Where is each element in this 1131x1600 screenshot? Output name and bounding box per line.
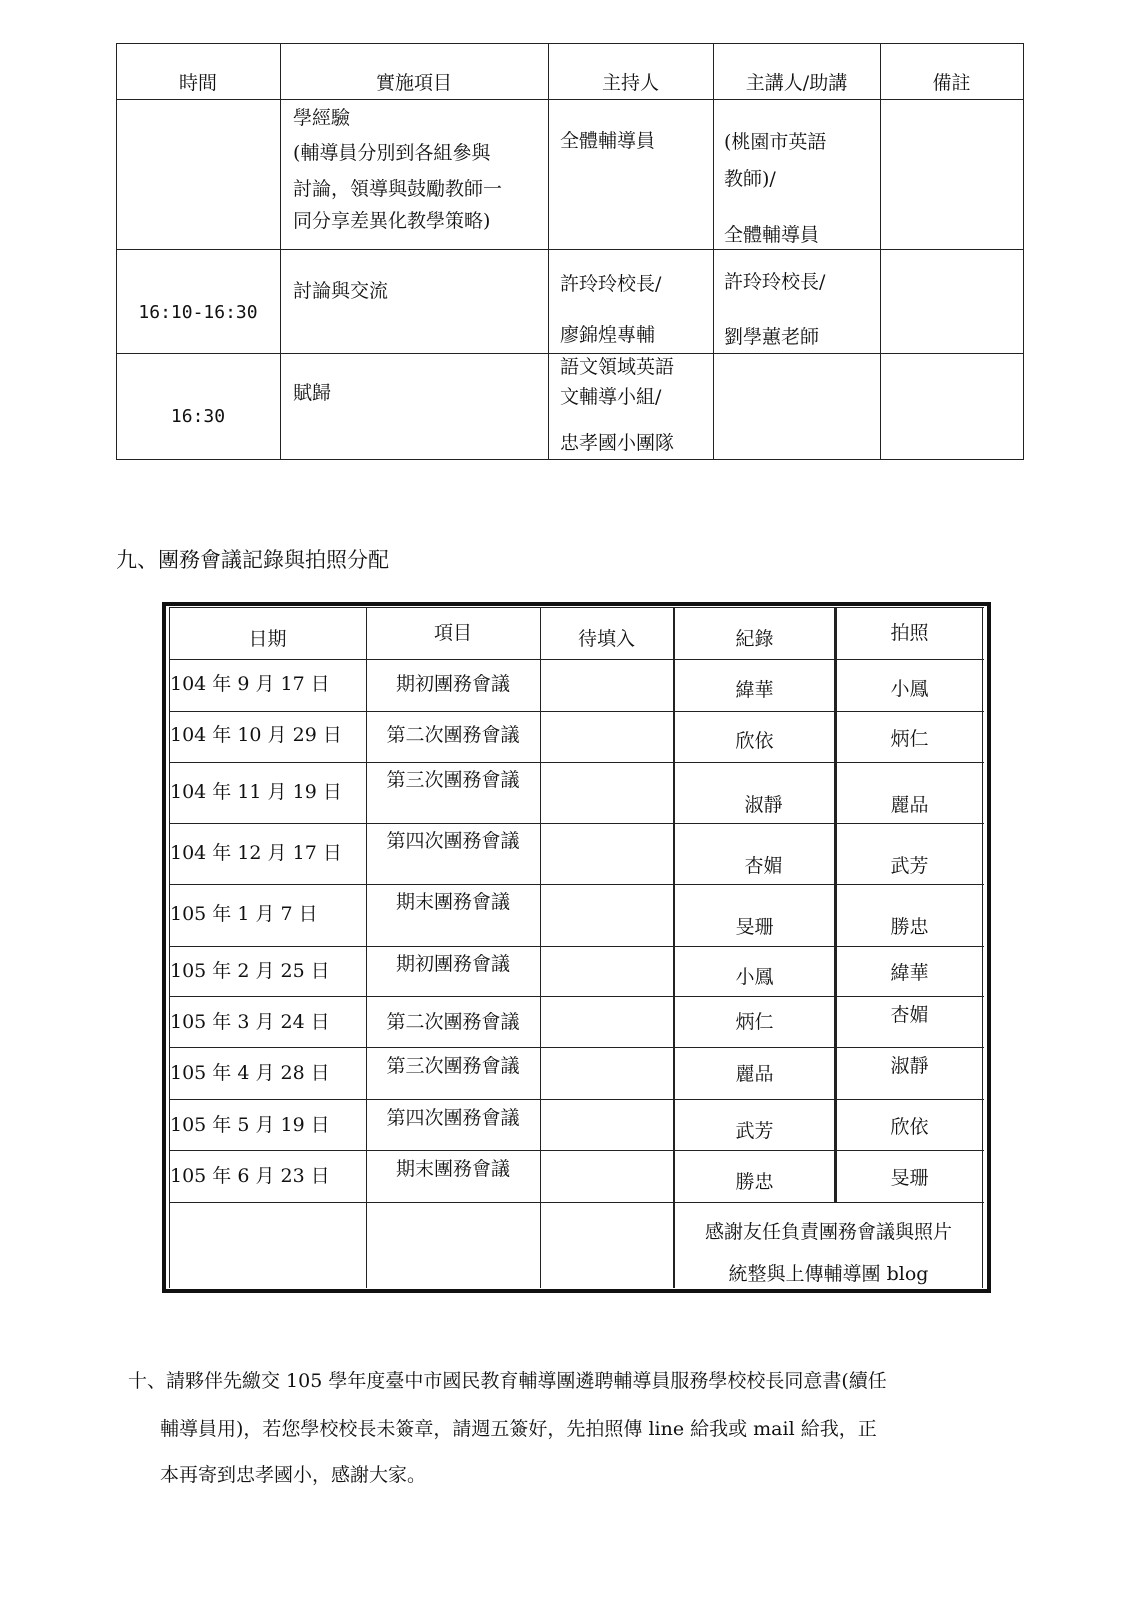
header-item: 實施項目 [375, 72, 452, 94]
duty-header-item: 項目 [433, 622, 472, 644]
table-row-date: 104 年 11 月 19 日 [170, 781, 342, 803]
row2-speaker-line2: 劉學蕙老師 [724, 326, 820, 348]
table-row-date: 105 年 5 月 19 日 [170, 1114, 330, 1136]
table-row-date: 105 年 2 月 25 日 [170, 960, 330, 982]
row1-item-line1: 學經驗 [293, 107, 351, 129]
row1-item-line3: 討論，領導與鼓勵教師一 [293, 178, 503, 200]
table-row-date: 104 年 12 月 17 日 [170, 842, 342, 864]
table-row-record: 勝忠 [735, 1171, 774, 1193]
duty-header-pending: 待填入 [577, 628, 635, 650]
header-time: 時間 [178, 72, 217, 94]
table-row-photo: 小鳳 [890, 678, 929, 700]
table-row-item: 第二次團務會議 [386, 724, 520, 746]
row3-host-line2: 文輔導小組/ [560, 386, 662, 408]
table-row-photo: 武芳 [890, 855, 929, 877]
duty-header-photo: 拍照 [890, 622, 929, 644]
table-row-record: 炳仁 [735, 1011, 774, 1033]
table-row-record: 欣依 [735, 730, 774, 752]
section10-line2: 輔導員用)，若您學校校長未簽章，請週五簽好，先拍照傳 line 給我或 mail 給我，正 [160, 1418, 877, 1440]
row2-item: 討論與交流 [293, 280, 389, 302]
table-row-date: 105 年 4 月 28 日 [170, 1062, 330, 1084]
section10-line1: 十、請夥伴先繳交 105 學年度臺中市國民教育輔導團遴聘輔導員服務學校校長同意書(續任 [128, 1370, 887, 1392]
table-row-photo: 欣依 [890, 1116, 929, 1138]
table-row-photo: 麗品 [890, 794, 929, 816]
table-row-photo: 炳仁 [890, 728, 929, 750]
row2-host-line1: 許玲玲校長/ [560, 273, 662, 295]
section9-title: 九、團務會議記錄與拍照分配 [116, 548, 389, 572]
table-row-item: 第三次團務會議 [386, 769, 520, 791]
header-host: 主持人 [601, 72, 659, 94]
table-row-date: 104 年 9 月 17 日 [170, 673, 330, 695]
table-row-record: 緯華 [735, 679, 774, 701]
table-row-item: 第三次團務會議 [386, 1055, 520, 1077]
row1-speaker-line1: (桃園市英語 [724, 131, 827, 153]
row2-time: 16:10-16:30 [138, 302, 258, 323]
table-row-date: 105 年 6 月 23 日 [170, 1165, 330, 1187]
table-row-item: 期末團務會議 [395, 1158, 510, 1180]
table-row-record: 小鳳 [735, 966, 774, 988]
footer-note-line1: 感謝友任負責團務會議與照片 [704, 1221, 952, 1243]
row1-speaker-line2: 教師)/ [724, 168, 776, 190]
table-row-photo: 杏媚 [890, 1004, 929, 1026]
table-row-item: 期末團務會議 [395, 891, 510, 913]
duty-header-record: 紀錄 [735, 628, 774, 650]
table-row-item: 第二次團務會議 [386, 1011, 520, 1033]
row1-speaker-line3: 全體輔導員 [724, 224, 820, 246]
table-row-date: 104 年 10 月 29 日 [170, 724, 342, 746]
row1-item-line4: 同分享差異化教學策略) [293, 210, 491, 232]
table-row-record: 杏媚 [744, 855, 783, 877]
row3-item: 賦歸 [293, 382, 332, 404]
table-row-record: 麗品 [735, 1063, 774, 1085]
row2-speaker-line1: 許玲玲校長/ [724, 271, 826, 293]
table-row-item: 期初團務會議 [395, 953, 510, 975]
footer-note-line2: 統整與上傳輔導團 blog [728, 1263, 929, 1285]
table-row-item: 第四次團務會議 [386, 830, 520, 852]
table-row-date: 105 年 3 月 24 日 [170, 1011, 330, 1033]
duty-header-date: 日期 [248, 628, 287, 650]
section10-line3: 本再寄到忠孝國小，感謝大家。 [160, 1464, 427, 1486]
table-row-record: 旻珊 [735, 916, 774, 938]
row2-host-line2: 廖錦煌專輔 [560, 324, 656, 346]
header-speaker: 主講人/助講 [745, 72, 848, 94]
table-row-photo: 淑靜 [890, 1055, 929, 1077]
table-row-photo: 勝忠 [890, 916, 929, 938]
row3-host-line1: 語文領域英語 [560, 356, 675, 378]
table-row-photo: 緯華 [890, 962, 929, 984]
row3-time: 16:30 [170, 406, 226, 427]
table-row-record: 武芳 [735, 1120, 774, 1142]
table-row-photo: 旻珊 [890, 1167, 929, 1189]
row1-item-line2: (輔導員分別到各組參與 [293, 142, 491, 164]
table-row-record: 淑靜 [744, 794, 783, 816]
table-row-item: 第四次團務會議 [386, 1107, 520, 1129]
table-row-item: 期初團務會議 [395, 673, 510, 695]
header-note: 備註 [932, 72, 971, 94]
table-row-date: 105 年 1 月 7 日 [170, 903, 318, 925]
row3-host-line3: 忠孝國小團隊 [560, 432, 675, 454]
row1-host: 全體輔導員 [560, 130, 656, 152]
